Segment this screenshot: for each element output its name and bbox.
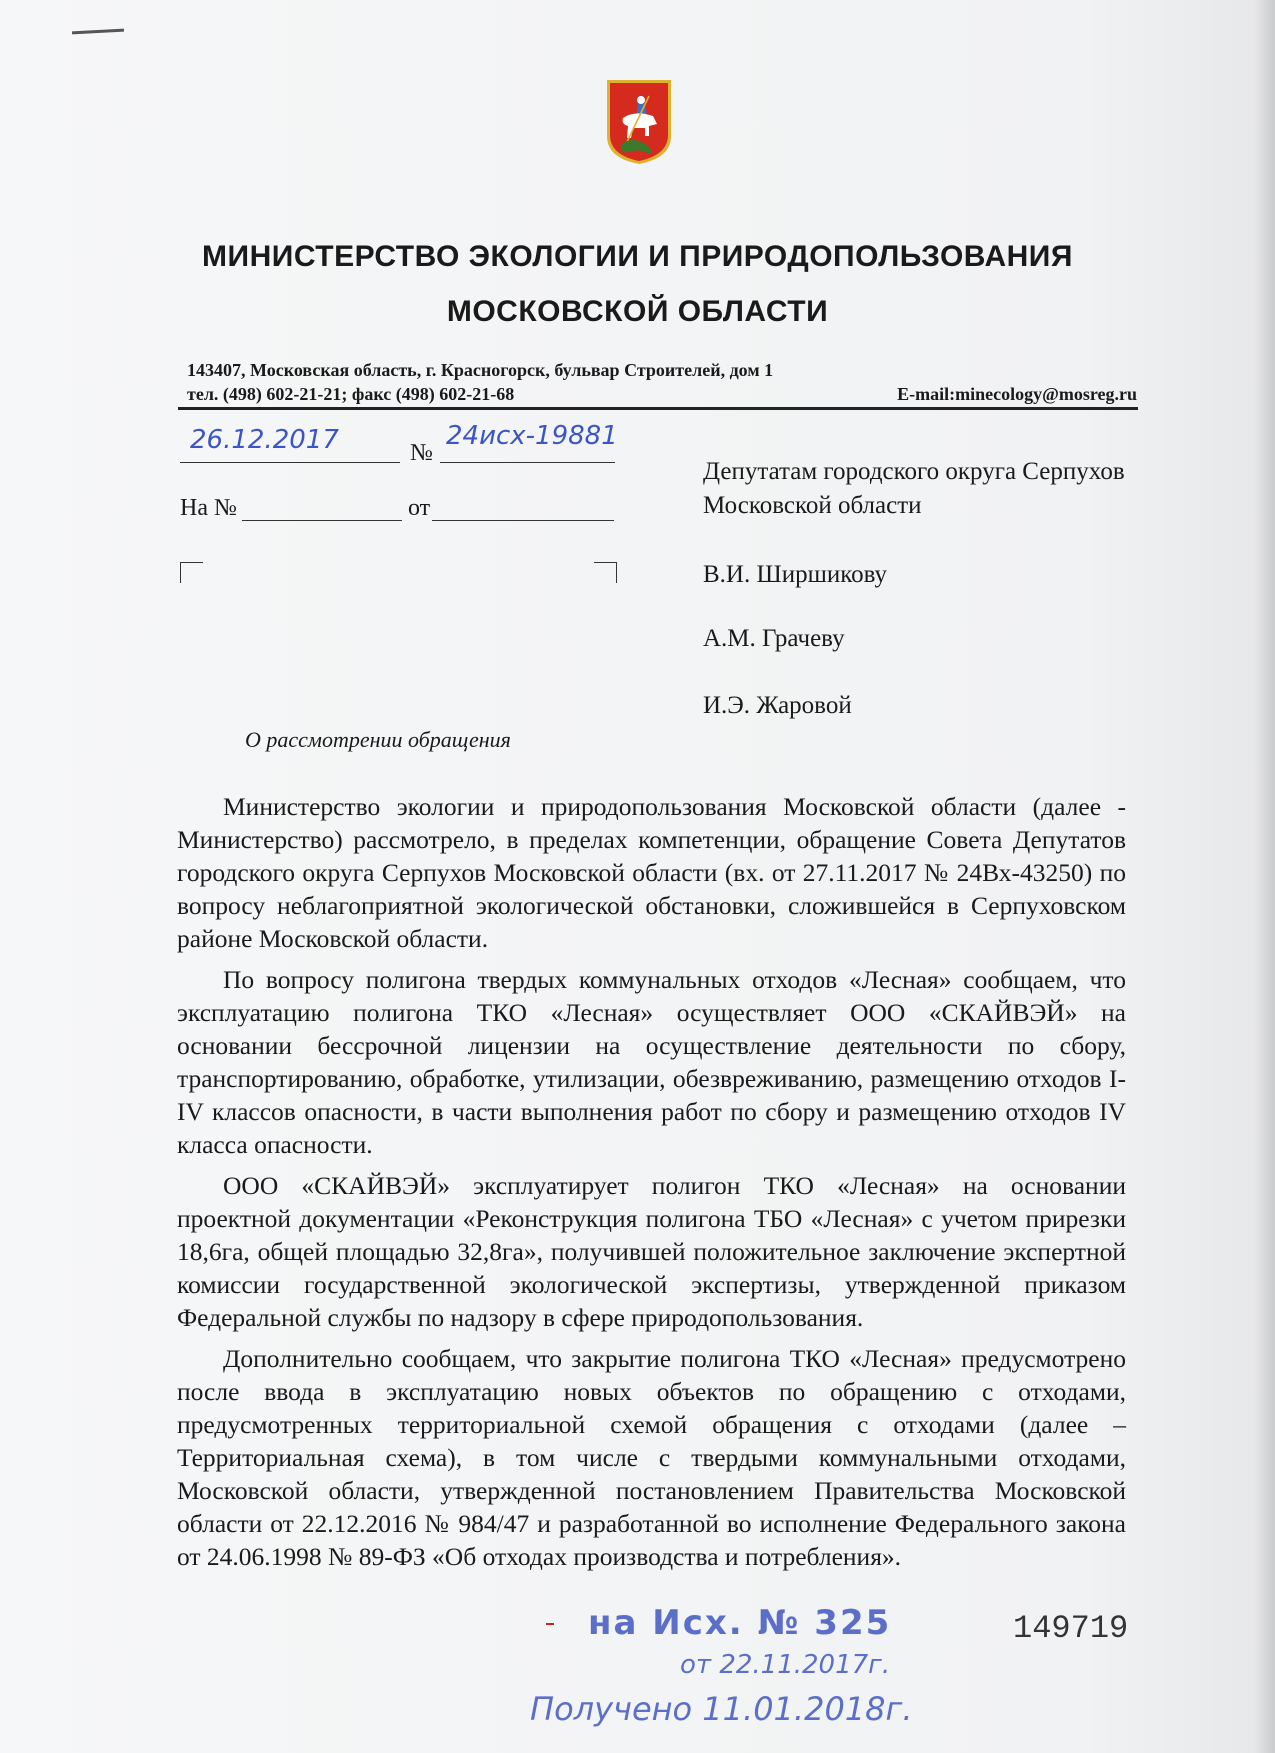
recipient-line-2: Московской области: [703, 492, 922, 519]
letter-body: [177, 790, 1126, 1581]
handwritten-reference-date: от 22.11.2017г.: [680, 1650, 891, 1680]
left-corner-mark: [180, 562, 203, 583]
recipient-name-1: В.И. Ширшикову: [703, 561, 888, 588]
number-underline: [440, 462, 615, 463]
recipient-name-2: А.М. Грачеву: [703, 625, 845, 652]
outgoing-number: 24исх-19881: [446, 421, 618, 451]
ministry-contacts: [187, 384, 1137, 405]
reference-from-label: от: [408, 495, 431, 521]
body-paragraph: Дополнительно сообщаем, что закрытие полигона ТКО «Лесная» предусмотрено после ввода в эксплуатацию новых объектов по обращению с отходами, предусмотренных территориальной схемой обращения с отходами (далее – Территориальная схема), в том числе с твердыми коммунальными отходами, Московской области, утвержденной постановлением Правительства Московской области от 22.12.2016 № 984/47 и разработанной во исполнение Федерального закона от 24.06.1998 № 89-ФЗ «Об отходах производства и потребления».: [177, 1344, 1126, 1571]
moscow-oblast-coat-of-arms-icon: [605, 78, 673, 166]
reference-from-underline: [432, 520, 614, 521]
number-label: №: [410, 440, 433, 466]
body-paragraph: ООО «СКАЙВЭЙ» эксплуатирует полигон ТКО «Лесная» на основании проектной документации «Реконструкция полигона ТБО «Лесная» с учетом прирезки 18,6га, общей площадью 32,8га», получившей положительное заключение экспертной комиссии государственной экологической экспертизы, утвержденной приказом Федеральной службы по надзору в сфере природопользования.: [177, 1171, 1126, 1332]
red-pen-mark: [546, 1623, 554, 1625]
phone-fax: тел. (498) 602-21-21; факс (498) 602-21-68: [187, 384, 515, 404]
outgoing-date: 26.12.2017: [190, 425, 339, 455]
ministry-address: 143407, Московская область, г. Красногорск, бульвар Строителей, дом 1: [187, 360, 774, 380]
header-divider: [178, 407, 1138, 410]
reference-number-label: На №: [180, 495, 237, 521]
body-paragraph: По вопросу полигона твердых коммунальных отходов «Лесная» сообщаем, что эксплуатацию полигона ТКО «Лесная» осуществляет ООО «СКАЙВЭЙ» на основании бессрочной лицензии на осуществление деятельности по сбору, транспортированию, обработке, утилизации, обезвреживанию, размещению отходов I-IV классов опасности, в части выполнения работ по сбору и размещению отходов IV класса опасности.: [177, 965, 1126, 1159]
recipient-name-3: И.Э. Жаровой: [703, 692, 852, 719]
handwritten-received-note: Получено 11.01.2018г.: [530, 1690, 913, 1728]
letter-subject: О рассмотрении обращения: [245, 727, 511, 752]
right-corner-mark: [594, 562, 617, 583]
recipient-line-1: Депутатам городского округа Серпухов: [703, 458, 1125, 485]
incoming-stamp-number: 149719: [1013, 1610, 1129, 1647]
ministry-subtitle: МОСКОВСКОЙ ОБЛАСТИ: [446, 295, 829, 328]
body-paragraph: Министерство экологии и природопользования Московской области (далее - Министерство) рассмотрело, в пределах компетенции, обращение Совета Депутатов городского округа Серпухов Московской области (вх. от 27.11.2017 № 24Вх-43250) по вопросу неблагоприятной экологической обстановки, сложившейся в Серпуховском районе Московской области.: [177, 792, 1126, 953]
ministry-title: МИНИСТЕРСТВО ЭКОЛОГИИ И ПРИРОДОПОЛЬЗОВАНИЯ: [202, 240, 1073, 273]
date-underline: [180, 462, 400, 463]
handwritten-reference: на Исх. № 325: [588, 1603, 892, 1643]
email-address: E-mail:minecology@mosreg.ru: [897, 384, 1137, 404]
reference-number-underline: [242, 520, 402, 521]
